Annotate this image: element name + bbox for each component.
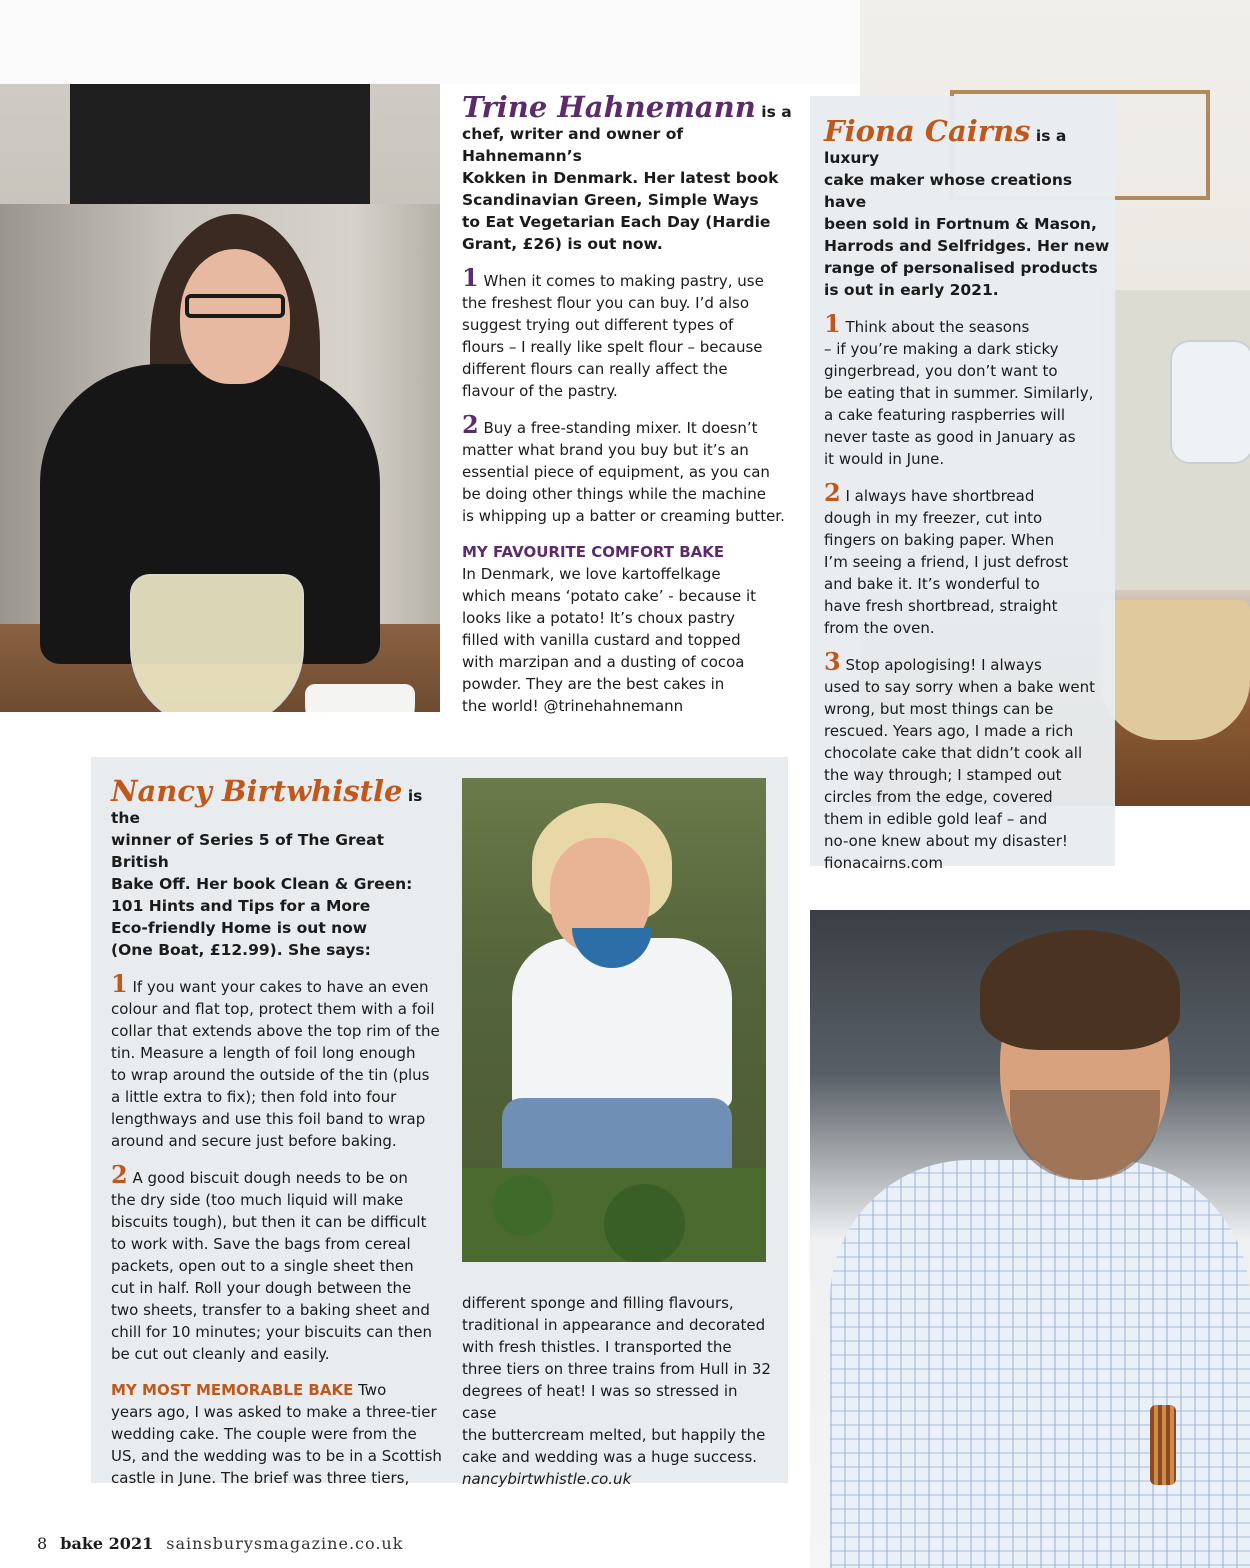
body-line: wedding cake. The couple were from the — [111, 1425, 417, 1443]
body-line: Two — [358, 1381, 387, 1399]
tip-line: matter what brand you buy but it’s an — [462, 441, 749, 459]
magazine-brand: bake 2021 — [60, 1534, 154, 1553]
tip-line: used to say sorry when a bake went — [824, 678, 1096, 696]
tip-line: I always have shortbread — [845, 487, 1035, 505]
body-line: cake and wedding was a huge success. — [462, 1448, 758, 1466]
tip-line: lengthways and use this foil band to wrap — [111, 1110, 426, 1128]
body-line: three tiers on three trains from Hull in 32 — [462, 1360, 771, 1378]
body-line: the world! @trinehahnemann — [462, 697, 684, 715]
nancy-birtwhistle-photo — [462, 778, 766, 1262]
website-link[interactable]: sainsburysmagazine.co.uk — [166, 1534, 404, 1553]
glass-jar — [1170, 340, 1250, 464]
nancy-bio-suffix: is the — [111, 787, 423, 827]
page-number: 8 — [37, 1534, 48, 1553]
trine-bio-suffix: is a — [761, 103, 792, 121]
tip-line: suggest trying out different types of — [462, 316, 734, 334]
tip-line: essential piece of equipment, as you can — [462, 463, 770, 481]
bracelet — [1150, 1405, 1176, 1485]
tip-line: wrong, but most things can be — [824, 700, 1054, 718]
tip-line: it would in June. — [824, 450, 945, 468]
body-line: nancybirtwhistle.co.uk — [462, 1470, 632, 1488]
bio-line: chef, writer and owner of Hahnemann’s — [462, 125, 684, 165]
tip-line: cut in half. Roll your dough between the — [111, 1279, 412, 1297]
bio-line: to Eat Vegetarian Each Day (Hardie — [462, 213, 771, 231]
nancy-memorable-body — [111, 1379, 446, 1489]
tip-line: around and secure just before baking. — [111, 1132, 397, 1150]
tip-line: be eating that in summer. Similarly, — [824, 384, 1094, 402]
man-portrait-photo — [810, 910, 1250, 1568]
nancy-column-left — [111, 776, 446, 1489]
tip-line: flavour of the pastry. — [462, 382, 618, 400]
body-line: with marzipan and a dusting of cocoa — [462, 653, 745, 671]
tip-line: to wrap around the outside of the tin (plus — [111, 1066, 430, 1084]
cooker-hood — [70, 84, 370, 204]
tip-number: 2 — [462, 410, 479, 439]
tip-line: be cut out cleanly and easily. — [111, 1345, 330, 1363]
bio-line: range of personalised products — [824, 259, 1098, 277]
nancy-tip-1 — [111, 969, 446, 1152]
body-line: with fresh thistles. I transported the — [462, 1338, 732, 1356]
tip-line: chocolate cake that didn’t cook all — [824, 744, 1083, 762]
bio-line: been sold in Fortnum & Mason, — [824, 215, 1097, 233]
tip-line: two sheets, transfer to a baking sheet and — [111, 1301, 430, 1319]
fiona-tip-2 — [824, 478, 1110, 639]
nancy-bio — [111, 776, 446, 961]
tip-line: the freshest flour you can buy. I’d also — [462, 294, 749, 312]
tip-line: When it comes to making pastry, use — [483, 272, 764, 290]
body-line: the buttercream melted, but happily the — [462, 1426, 766, 1444]
tip-line: never taste as good in January as — [824, 428, 1076, 446]
nancy-memorable-heading: MY MOST MEMORABLE BAKE — [111, 1381, 354, 1399]
body-line: powder. They are the best cakes in — [462, 675, 725, 693]
bio-line: winner of Series 5 of The Great British — [111, 831, 385, 871]
fiona-name: Fiona Cairns — [824, 114, 1031, 148]
trine-hahnemann-photo — [0, 84, 440, 712]
tip-line: fingers on baking paper. When — [824, 531, 1055, 549]
body-line: castle in June. The brief was three tiers, — [111, 1469, 410, 1487]
nancy-column-right — [462, 1292, 772, 1490]
tip-line: have fresh shortbread, straight — [824, 597, 1058, 615]
tip-line: fionacairns.com — [824, 854, 943, 872]
body-line: degrees of heat! I was so stressed in case — [462, 1382, 738, 1422]
fiona-tip-3 — [824, 647, 1110, 874]
trine-column — [462, 92, 792, 717]
tip-line: the dry side (too much liquid will make — [111, 1191, 404, 1209]
tip-line: chill for 10 minutes; your biscuits can then — [111, 1323, 433, 1341]
bio-line: (One Boat, £12.99). She says: — [111, 941, 371, 959]
tip-line: – if you’re making a dark sticky — [824, 340, 1059, 358]
tip-line: dough in my freezer, cut into — [824, 509, 1043, 527]
trine-favourite-heading: MY FAVOURITE COMFORT BAKE — [462, 543, 725, 561]
tip-line: Think about the seasons — [845, 318, 1030, 336]
tip-number: 1 — [824, 309, 841, 338]
tip-line: no-one knew about my disaster! — [824, 832, 1068, 850]
mixing-bowl — [130, 574, 304, 712]
tip-line: the way through; I stamped out — [824, 766, 1062, 784]
trine-name: Trine Hahnemann — [462, 90, 756, 124]
hair — [980, 930, 1180, 1050]
tip-line: and bake it. It’s wonderful to — [824, 575, 1040, 593]
trine-bio — [462, 92, 792, 255]
tip-line: A good biscuit dough needs to be on — [132, 1169, 408, 1187]
glasses — [185, 294, 285, 318]
bio-line: is out in early 2021. — [824, 281, 999, 299]
tip-line: flours – I really like spelt flour – because — [462, 338, 763, 356]
nancy-tip-2 — [111, 1160, 446, 1365]
tip-line: tin. Measure a length of foil long enough — [111, 1044, 416, 1062]
body-line: In Denmark, we love kartoffelkage — [462, 565, 721, 583]
fiona-column — [824, 116, 1110, 874]
tip-line: Stop apologising! I always — [845, 656, 1042, 674]
bio-line: Eco-friendly Home is out now — [111, 919, 368, 937]
tip-line: is whipping up a batter or creaming butter. — [462, 507, 785, 525]
tip-line: collar that extends above the top rim of the — [111, 1022, 440, 1040]
tip-line: gingerbread, you don’t want to — [824, 362, 1058, 380]
tip-line: packets, open out to a single sheet then — [111, 1257, 414, 1275]
tip-number: 1 — [462, 263, 479, 292]
tip-line: a cake featuring raspberries will — [824, 406, 1066, 424]
bio-line: Kokken in Denmark. Her latest book — [462, 169, 779, 187]
bio-line: Grant, £26) is out now. — [462, 235, 663, 253]
tip-line: I’m seeing a friend, I just defrost — [824, 553, 1069, 571]
tip-line: them in edible gold leaf – and — [824, 810, 1048, 828]
tip-number: 2 — [824, 478, 841, 507]
fiona-tip-1 — [824, 309, 1110, 470]
tip-line: biscuits tough), but then it can be difficult — [111, 1213, 427, 1231]
bio-line: 101 Hints and Tips for a More — [111, 897, 371, 915]
checked-shirt-pattern — [830, 1160, 1250, 1568]
strawberry-plants — [462, 1168, 766, 1262]
mixing-bowl — [1100, 600, 1250, 740]
tip-line: rescued. Years ago, I made a rich — [824, 722, 1074, 740]
egg-bowl — [305, 684, 415, 712]
fiona-bio-suffix: is a luxury — [824, 127, 1067, 167]
tip-line: If you want your cakes to have an even — [132, 978, 429, 996]
tip-number: 2 — [111, 1160, 128, 1189]
body-line: traditional in appearance and decorated — [462, 1316, 766, 1334]
body-line: which means ‘potato cake’ - because it — [462, 587, 757, 605]
tip-line: colour and flat top, protect them with a foil — [111, 1000, 435, 1018]
trine-tip-1 — [462, 263, 792, 402]
fiona-bio — [824, 116, 1110, 301]
tip-line: to work with. Save the bags from cereal — [111, 1235, 411, 1253]
page-background-strip — [0, 0, 860, 84]
body-line: different sponge and filling flavours, — [462, 1294, 734, 1312]
tip-line: a little extra to fix); then fold into four — [111, 1088, 397, 1106]
tip-line: be doing other things while the machine — [462, 485, 767, 503]
trine-favourite-body — [462, 563, 792, 717]
body-line: years ago, I was asked to make a three-tier — [111, 1403, 437, 1421]
bio-line: Scandinavian Green, Simple Ways — [462, 191, 759, 209]
tip-number: 3 — [824, 647, 841, 676]
body-line: US, and the wedding was to be in a Scottish — [111, 1447, 442, 1465]
tip-line: from the oven. — [824, 619, 935, 637]
tip-number: 1 — [111, 969, 128, 998]
page-footer — [37, 1534, 403, 1554]
bio-line: cake maker whose creations have — [824, 171, 1073, 211]
nancy-name: Nancy Birtwhistle — [111, 774, 403, 808]
bio-line: Bake Off. Her book Clean & Green: — [111, 875, 413, 893]
tip-line: different flours can really affect the — [462, 360, 728, 378]
tip-line: Buy a free-standing mixer. It doesn’t — [483, 419, 758, 437]
bio-line: Harrods and Selfridges. Her new — [824, 237, 1110, 255]
tip-line: circles from the edge, covered — [824, 788, 1053, 806]
trine-tip-2 — [462, 410, 792, 527]
body-line: looks like a potato! It’s choux pastry — [462, 609, 736, 627]
body-line: filled with vanilla custard and topped — [462, 631, 741, 649]
